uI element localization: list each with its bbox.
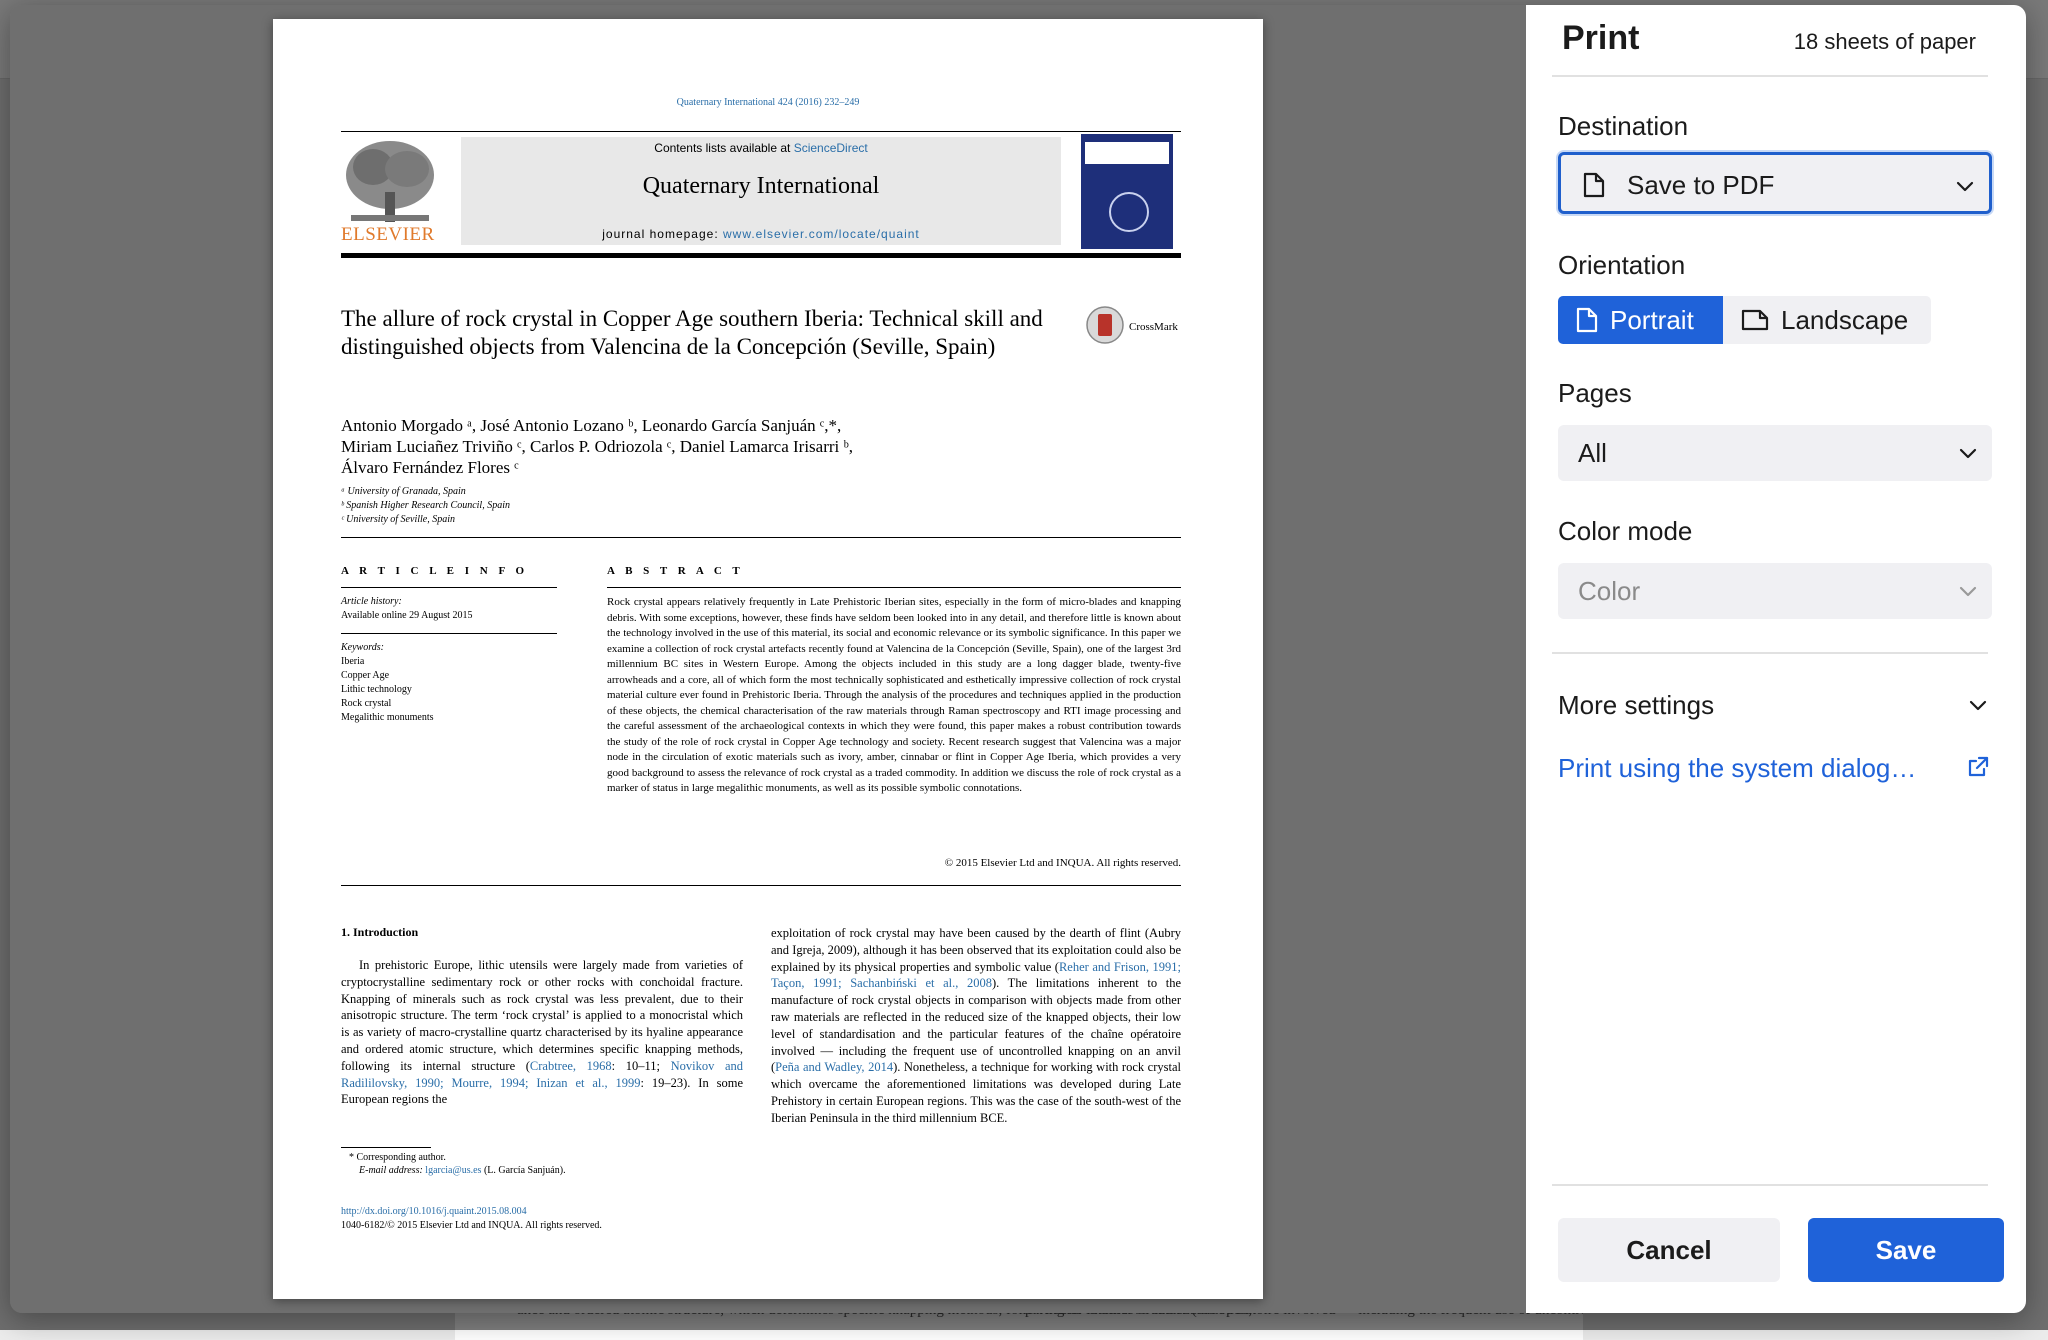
article-info-rule: [341, 587, 557, 588]
abstract-heading: A B S T R A C T: [607, 565, 744, 577]
email-link: lgarcia@us.es: [425, 1165, 482, 1176]
keyword-item: Lithic technology: [341, 684, 412, 695]
header-rule-top: [341, 131, 1181, 132]
homepage-link: www.elsevier.com/locate/quaint: [723, 227, 920, 241]
color-mode-label: Color mode: [1558, 516, 1693, 546]
author-list: [341, 415, 1101, 478]
pages-value: All: [1578, 438, 1607, 468]
keyword-item: Rock crystal: [341, 698, 392, 709]
footnotes: [341, 1151, 761, 1177]
citation-link: Peña and Wadley, 2014: [775, 1060, 894, 1075]
keywords-rule: [341, 633, 557, 634]
keyword-item: Copper Age: [341, 670, 390, 681]
citation-link: Novikov and Radililovsky, 1990; Mourre, 1994; Inizan et al., 1999: [341, 1058, 743, 1090]
introduction-heading: 1. Introduction: [341, 925, 419, 939]
system-dialog-link[interactable]: Print using the system dialog…: [1558, 753, 1917, 783]
affiliation-b: ᵇ Spanish Higher Research Council, Spain: [341, 500, 510, 511]
landscape-page-icon: [1741, 309, 1769, 331]
citation-link: Reher and Frison, 1991; Taçon, 1991; Sachanbiński et al., 2008: [771, 959, 1181, 991]
preview-page: [273, 19, 1263, 1299]
keywords-label: Keywords:: [341, 642, 384, 653]
authors-line-1: Antonio Morgado ᵃ, José Antonio Lozano ᵇ, Leonardo García Sanjuán ᶜ,*,: [341, 416, 842, 435]
crossmark-icon: [1085, 305, 1125, 345]
doi-link: http://dx.doi.org/10.1016/j.quaint.2015.08.004: [341, 1206, 527, 1217]
document-icon: [1583, 172, 1605, 198]
footer-divider: [1552, 1184, 1988, 1186]
paper-content: [273, 19, 1263, 1299]
corresponding-author-note: * Corresponding author.: [349, 1152, 446, 1163]
chevron-down-icon[interactable]: [1966, 693, 1990, 717]
abstract-text: Rock crystal appears relatively frequently in Late Prehistoric Iberian sites, especially in the form of micro-blades and knapping debris. With some exceptions, however, these finds have seldom been looked into in any detail, and therefore little is known about the technology involved in the use of this material, its social and economic relevance or its symbolic significance. In this paper we examine a collection of rock crystal artefacts recently found at Valencina de la Concepción (Seville, Spain), one of the largest 3rd millennium BC sites in Western Europe. Among the objects included in this study are a long dagger blade, twenty-five arrowheads and a core, all of which form the most technically sophisticated and esthetically impressive collection of rock crystal material culture ever found in Prehistoric Iberia. Through the analysis of the procedures and techniques applied in the production of these objects, the chemical characterisation of the raw materials through Raman spectroscopy and RTI image processing and the careful assessment of the archaeological contexts in which they were found, this paper makes a robust contribution towards the study of the role of rock crystal in Copper Age technology and society. Recent research suggest that Valencina was a major node in the circulation of exotic materials such as ivory, amber, cinnabar or flint in Copper Age Iberia, which provides a very good background to assess the relevance of rock crystal as a traded commodity. In addition we discuss the role of rock crystal as a marker of status in large megalithic monuments, as well as its possible symbolic connotations.: [607, 596, 1181, 794]
save-button[interactable]: Save: [1808, 1218, 2004, 1282]
affiliation-a: ᵃ University of Granada, Spain: [341, 486, 466, 497]
landscape-label: Landscape: [1781, 304, 1909, 335]
header-divider: [1552, 75, 1988, 77]
orientation-portrait-button[interactable]: [1558, 296, 1723, 344]
sciencedirect-link: ScienceDirect: [793, 141, 868, 155]
chevron-down-icon: [1956, 579, 1980, 603]
affiliation-c: ᶜ University of Seville, Spain: [341, 514, 455, 525]
keyword-item: Iberia: [341, 656, 365, 667]
keywords-block: [341, 641, 559, 725]
abstract-copyright: © 2015 Elsevier Ltd and INQUA. All rights reserved.: [944, 857, 1181, 869]
issn-line: 1040-6182/© 2015 Elsevier Ltd and INQUA. All rights reserved.: [341, 1220, 602, 1231]
portrait-label: Portrait: [1610, 304, 1694, 335]
email-note: E-mail address: lgarcia@us.es (L. García Sanjuán).: [359, 1165, 566, 1176]
intro-column-right: exploitation of rock crystal may have been caused by the dearth of flint (Aubry and Igreja, 2009), although it has been observed that its exploitation could also be explained by its physical properties and symbolic value (Reher and Frison, 1991; Taçon, 1991; Sachanbiński et al., 2008). The limitations inherent to the manufacture of rock crystal objects in comparison with objects made from other raw materials are reflected in the reduced size of the knapped objects, their low level of standardisation and the particular features of the chaîne opératoire involved — including the frequent use of uncontrolled knapping on an anvil (Peña and Wadley, 2014). Nonetheless, a technique for working with rock crystal which overcame the aforementioned limitations was developed during Late Prehistory in certain European regions. This was the case of the south-west of the Iberian Peninsula in the third millennium BCE.: [771, 926, 1182, 1125]
doi-block: [341, 1205, 761, 1233]
header-rule-bottom: [341, 253, 1181, 258]
authors-line-2: Miriam Luciañez Triviño ᶜ, Carlos P. Odriozola ᶜ, Daniel Lamarca Irisarri ᵇ,: [341, 437, 854, 456]
destination-label: Destination: [1558, 111, 1689, 141]
journal-title: Quaternary International: [642, 173, 880, 199]
publisher-wordmark: ELSEVIER: [341, 224, 435, 245]
more-settings-toggle[interactable]: More settings: [1558, 690, 1715, 720]
keyword-item: Megalithic monuments: [341, 712, 434, 723]
pages-label: Pages: [1558, 378, 1632, 408]
info-rule-top: [341, 537, 1181, 538]
body-rule: [341, 885, 1181, 886]
abstract-rule: [607, 587, 1181, 588]
history-value: Available online 29 August 2015: [341, 610, 473, 621]
sheet-count: 18 sheets of paper: [1793, 29, 1976, 54]
journal-cover-thumbnail: [1081, 134, 1173, 249]
external-link-icon[interactable]: [1966, 755, 1990, 779]
contents-line: Contents lists available at ScienceDirect: [654, 141, 868, 155]
pages-select[interactable]: [1558, 425, 1992, 481]
destination-value: Save to PDF: [1627, 170, 1775, 200]
orientation-label: Orientation: [1558, 250, 1686, 280]
print-dialog: [10, 5, 2026, 1313]
chevron-down-icon: [1953, 174, 1977, 198]
journal-reference: Quaternary International 424 (2016) 232–249: [676, 97, 860, 108]
journal-homepage: journal homepage: www.elsevier.com/locate/quaint: [602, 227, 920, 241]
affiliations: [341, 485, 841, 527]
color-mode-value: Color: [1578, 576, 1641, 606]
article-title: The allure of rock crystal in Copper Age southern Iberia: Technical skill and distinguished objects from Valencina de la Concepción (Seville, Spain): [341, 306, 1043, 359]
citation-link: Crabtree, 1968: [529, 1058, 612, 1073]
color-mode-select: [1558, 563, 1992, 619]
authors-line-3: Álvaro Fernández Flores ᶜ: [341, 458, 519, 477]
cancel-button[interactable]: Cancel: [1558, 1218, 1780, 1282]
article-history: [341, 595, 559, 623]
chevron-down-icon: [1956, 441, 1980, 465]
history-label: Article history:: [341, 596, 402, 607]
portrait-page-icon: [1576, 307, 1598, 333]
footnote-rule: [341, 1147, 431, 1148]
orientation-toggle: [1558, 296, 1931, 344]
destination-select[interactable]: [1558, 152, 1992, 214]
settings-divider: [1552, 652, 1988, 654]
crossmark-label: CrossMark: [1129, 321, 1178, 333]
article-info-heading: A R T I C L E I N F O: [341, 565, 529, 577]
print-title: Print: [1562, 19, 1640, 57]
intro-column-left: In prehistoric Europe, lithic utensils were largely made from varieties of cryptocrystalline sedimentary rock or other rocks with conchoidal fracture. Knapping of minerals such as rock crystal was less prevalent, due to their anisotropic structure. The term ‘rock crystal’ is applied to a monocristal which is as variety of macro-crystalline quartz characterised by its hyaline appearance and ordered atomic structure, which determines specific knapping methods, following its internal structure (Crabtree, 1968: 10–11; Novikov and Radililovsky, 1990; Mourre, 1994; Inizan et al., 1999: 19–23). In some European regions the: [341, 958, 743, 1107]
orientation-landscape-button[interactable]: [1723, 296, 1931, 344]
cover-emblem-icon: [1109, 192, 1149, 232]
journal-banner: [461, 137, 1061, 245]
print-settings-panel: [1526, 5, 2026, 1313]
print-preview-area[interactable]: [10, 5, 1526, 1313]
